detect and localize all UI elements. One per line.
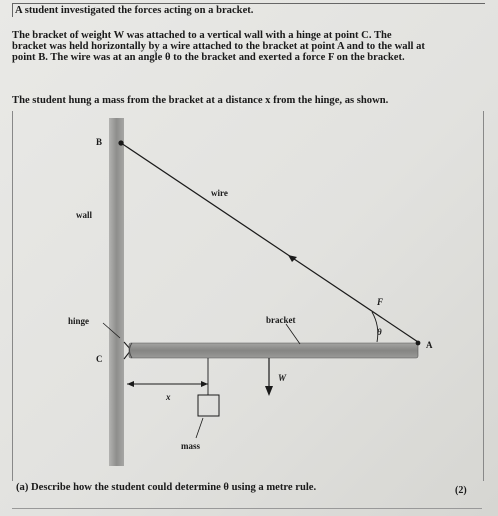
bracket-leader: [286, 324, 300, 344]
label-wire: wire: [211, 188, 228, 198]
wire: [121, 143, 418, 342]
label-f: F: [377, 297, 384, 307]
label-b: B: [96, 137, 103, 147]
label-bracket: bracket: [266, 315, 296, 325]
weight-arrow-head: [265, 386, 273, 396]
question-a: (a) Describe how the student could determine θ using a metre rule.: [16, 482, 317, 493]
question-marks: (2): [455, 485, 467, 496]
label-w: W: [278, 373, 287, 383]
label-hinge: hinge: [68, 316, 90, 326]
label-wall: wall: [76, 210, 93, 220]
setup-paragraph: The bracket of weight W was attached to a vertical wall with a hinge at point C. The bracket was held horizontally by a wire attached to the bracket at point A and to the wall at point B. The wire was at an angle θ to the bracket and exerted a force F on the bracket.: [12, 30, 425, 64]
label-c: C: [96, 354, 103, 364]
point-a-marker: [416, 341, 421, 346]
bottom-rule: [12, 508, 482, 509]
hanging-mass: [198, 395, 219, 416]
intro-text: A student investigated the forces acting on a bracket.: [12, 3, 485, 17]
method-paragraph: The student hung a mass from the bracket at a distance x from the hinge, as shown.: [12, 95, 389, 106]
distance-x-right-arrow: [201, 381, 208, 387]
bracket-bar: [129, 343, 418, 358]
label-a: A: [426, 340, 433, 350]
label-mass: mass: [181, 441, 201, 451]
wire-force-arrow: [288, 255, 297, 262]
wall: [109, 118, 124, 466]
distance-x-left-arrow: [127, 381, 134, 387]
label-theta: θ: [377, 327, 382, 337]
label-x: x: [166, 392, 171, 402]
point-b-marker: [118, 140, 123, 145]
mass-leader: [196, 418, 203, 438]
